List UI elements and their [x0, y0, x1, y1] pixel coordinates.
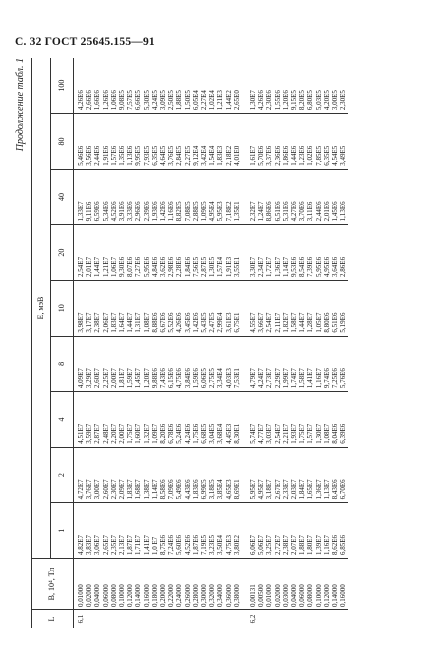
header-energy-2: 2 — [51, 447, 74, 503]
header-energy-10: 10 — [51, 280, 74, 336]
cell-flux-values-80: 1,61E7 5,70E6 3,37E6 2,36E6 1,86E6 1,44E6 1,23E6 1,02E6 7,85E5 6,35E5 4,54E5 3,49E5 — [245, 114, 347, 170]
cell-B-values: 0,00131 0,00500 0,01000 0,02000 0,03000 0,04000 0,06000 0,08000 0,10000 0,12000 0,14000 0,16000 — [245, 559, 347, 610]
cell-L: 6,2 — [249, 614, 258, 624]
page-header: С. 32 ГОСТ 25645.155—91 — [15, 36, 155, 48]
cell-flux-values-100: 1,30E7 4,26E6 2,30E6 1,55E6 1,20E6 9,15E5 8,20E5 6,80E5 5,03E5 4,20E5 3,00E5 2,30E5 — [245, 58, 347, 114]
cell-L: 6,1 — [77, 614, 85, 624]
header-energy-20: 20 — [51, 225, 74, 281]
header-L: L — [32, 610, 74, 629]
cell-flux-values-1: 6,06E7 5,06E7 3,25E7 2,72E7 2,38E7 2,07E7 1,88E7 1,80E7 1,39E7 1,16E7 8,62E6 6,85E6 — [245, 503, 347, 559]
cell-B-values: 0,01000 0,02000 0,04000 0,06000 0,08000 0,10000 0,12000 0,14000 0,16000 0,18000 0,20000 0,22000 0,24000 0,26000 0,28000 0,30000 0,32000 0,34000 0,36000 0,38000 — [74, 559, 246, 610]
header-energy-40: 40 — [51, 169, 74, 225]
cell-flux-values-1: 4,82E7 3,83E7 3,06E7 2,65E7 2,35E7 2,13E7 1,87E7 1,71E7 1,41E7 1,0 E7 8,75E6 7,24E6 5,60E6 4,52E6 1,87E6 7,19E5 3,23E5 3,50E4 4,75E3 3,80E2 — [74, 503, 246, 559]
header-energy-100: 100 — [51, 58, 74, 114]
table-body — [74, 58, 348, 628]
cell-flux-values-20: 3,30E7 2,34E7 1,72E7 1,36E7 1,14E7 9,53E6 8,54E6 7,39E6 5,95E6 4,95E6 3,64E6 2,86E6 — [245, 225, 347, 281]
cell-flux-values-2: 4,72E7 3,76E7 3,00E7 2,60E7 2,30E7 2,09E7 1,83E7 1,68E7 1,38E7 1,14E7 8,58E6 7,09E6 5,49E6 4,43E6 1,83E6 6,99E5 3,18E5 3,85E4 4,65E3 8,69E1 — [74, 447, 246, 503]
cell-flux-values-4: 4,51E7 3,59E7 2,87E7 2,48E7 2,20E7 2,00E7 1,75E7 1,60E7 1,32E7 1,09E7 8,20E6 6,78E6 5,24E6 4,24E6 1,75E6 6,68E5 3,04E5 3,68E4 4,45E3 8,30E1 — [74, 392, 246, 448]
cell-flux-values-100: 4,26E6 2,66E6 1,66E6 1,26E6 1,06E6 9,08E5 7,57E5 6,66E5 5,30E5 4,24E5 3,09E5 2,50E5 1,88E5 1,50E5 6,05E4 2,27E4 1,02E4 1,21E3 1,44E2 2,65E0 — [74, 58, 246, 114]
cell-flux-values-10: 4,55E7 3,66E7 2,54E7 2,11E7 1,82E7 1,58E7 1,44E7 1,28E7 1,05E7 8,80E6 6,51E6 5,19E6 — [245, 280, 347, 336]
cell-flux-values-4: 5,74E7 4,77E7 3,03E7 2,54E7 2,21E7 1,93E7 1,75E7 1,57E7 1,30E7 1,08E7 8,04E6 6,39E6 — [245, 392, 347, 448]
cell-flux-values-8: 4,79E7 4,24E7 2,73E7 2,29E7 1,99E7 1,74E7 1,58E7 1,41E7 1,16E7 9,74E6 7,25E6 5,76E6 — [245, 336, 347, 392]
header-B: B, 10⁴, Тл — [32, 559, 74, 610]
rotated-table-region — [11, 58, 401, 628]
continuation-label: Продолжение табл. 1 — [15, 58, 26, 152]
header-energy-1: 1 — [51, 503, 74, 559]
cell-flux-values-2: 5,95E7 4,95E7 3,18E7 2,67E7 2,33E7 2,03E7 1,84E7 1,65E7 1,36E7 1,13E7 8,43E6 6,70E6 — [245, 447, 347, 503]
data-table — [31, 58, 348, 628]
cell-flux-values-80: 5,46E6 3,56E6 2,44E6 1,91E6 1,57E6 1,35E6 1,13E6 9,95E5 7,93E5 6,35E5 4,64E5 3,76E5 2,84E5 2,27E5 9,12E4 3,42E4 1,54E4 1,83E3 2,18E2 4,01E0 — [74, 114, 246, 170]
header-energy-group: E, мэВ — [32, 58, 51, 559]
table-row — [74, 58, 246, 628]
table-row — [245, 58, 347, 628]
cell-flux-values-40: 1,33E7 9,11E6 6,59E6 5,34E6 4,52E6 3,91E6 3,33E6 2,96E6 2,39E6 1,93E6 1,42E6 1,16E6 8,82E5 7,08E5 2,88E5 1,09E5 4,95E4 5,95E3 7,18E2 1,35E1 — [74, 169, 246, 225]
cell-flux-values-20: 2,54E7 2,01E7 1,44E7 1,21E7 1,06E7 9,30E6 8,07E6 7,27E6 5,95E6 4,84E6 3,62E6 2,98E6 2,28E6 1,84E6 7,56E5 2,87E5 1,30E5 1,57E4 1,91E3 3,55E1 — [74, 225, 246, 281]
cell-flux-values-40: 2,32E7 1,24E7 8,86E6 6,51E6 5,31E6 4,27E6 3,70E6 3,11E6 2,44E6 2,01E6 1,45E6 1,13E6 — [245, 169, 347, 225]
cell-flux-values-10: 3,98E7 3,17E7 2,38E7 2,06E7 1,83E7 1,64E7 1,44E7 1,31E7 1,08E7 8,88E6 6,67E6 5,52E6 4,26E6 3,45E6 1,42E6 5,43E5 2,47E5 2,99E4 3,61E3 6,75E1 — [74, 280, 246, 336]
header-energy-80: 80 — [51, 114, 74, 170]
header-energy-4: 4 — [51, 392, 74, 448]
cell-flux-values-8: 4,09E7 3,29E7 2,60E7 2,25E7 2,00E7 1,81E7 1,59E7 1,45E7 1,20E7 9,88E6 7,43E6 6,15E6 4,75E6 3,84E6 1,59E6 6,06E5 2,75E5 3,34E4 4,03E3 7,53E1 — [74, 336, 246, 392]
header-energy-8: 8 — [51, 336, 74, 392]
